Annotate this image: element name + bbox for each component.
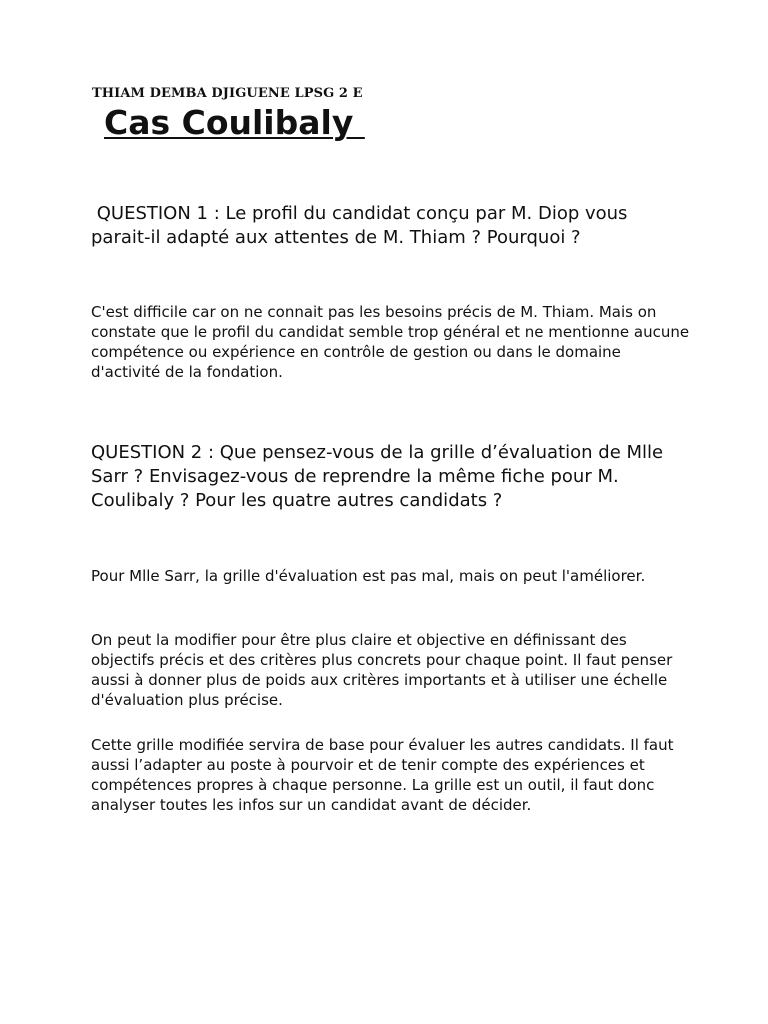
question-2: QUESTION 2 : Que pensez-vous de la grille d’évaluation de Mlle Sarr ? Envisagez-vous de reprendre la même fiche pour M. Coulibaly ? Pour les quatre autres candidats ? <box>91 442 669 511</box>
question-1: QUESTION 1 : Le profil du candidat conçu par M. Diop vous parait-il adapté aux attentes de M. Thiam ? Pourquoi ? <box>91 203 634 248</box>
document-title: Cas Coulibaly <box>104 103 365 142</box>
answer-2-paragraph-2: On peut la modifier pour être plus claire et objective en définissant des objectifs précis et des critères plus concrets pour chaque point. Il faut penser aussi à donner plus de poids aux critères importants et à utiliser une échelle d'évaluation plus précise. <box>91 631 673 709</box>
answer-2-paragraph-3: Cette grille modifiée servira de base pour évaluer les autres candidats. Il faut aussi l’adapter au poste à pourvoir et de tenir compte des expériences et compétences propres à chaque personne. La grille est un outil, il faut donc analyser toutes les infos sur un candidat avant de décider. <box>91 736 674 814</box>
answer-2-paragraph-1: Pour Mlle Sarr, la grille d'évaluation est pas mal, mais on peut l'améliorer. <box>91 567 646 585</box>
answer-1: C'est difficile car on ne connait pas les besoins précis de M. Thiam. Mais on constate que le profil du candidat semble trop général et ne mentionne aucune compétence ou expérience en contrôle de gestion ou dans le domaine d'activité de la fondation. <box>91 303 690 381</box>
author-header: THIAM DEMBA DJIGUENE LPSG 2 E <box>92 86 363 101</box>
